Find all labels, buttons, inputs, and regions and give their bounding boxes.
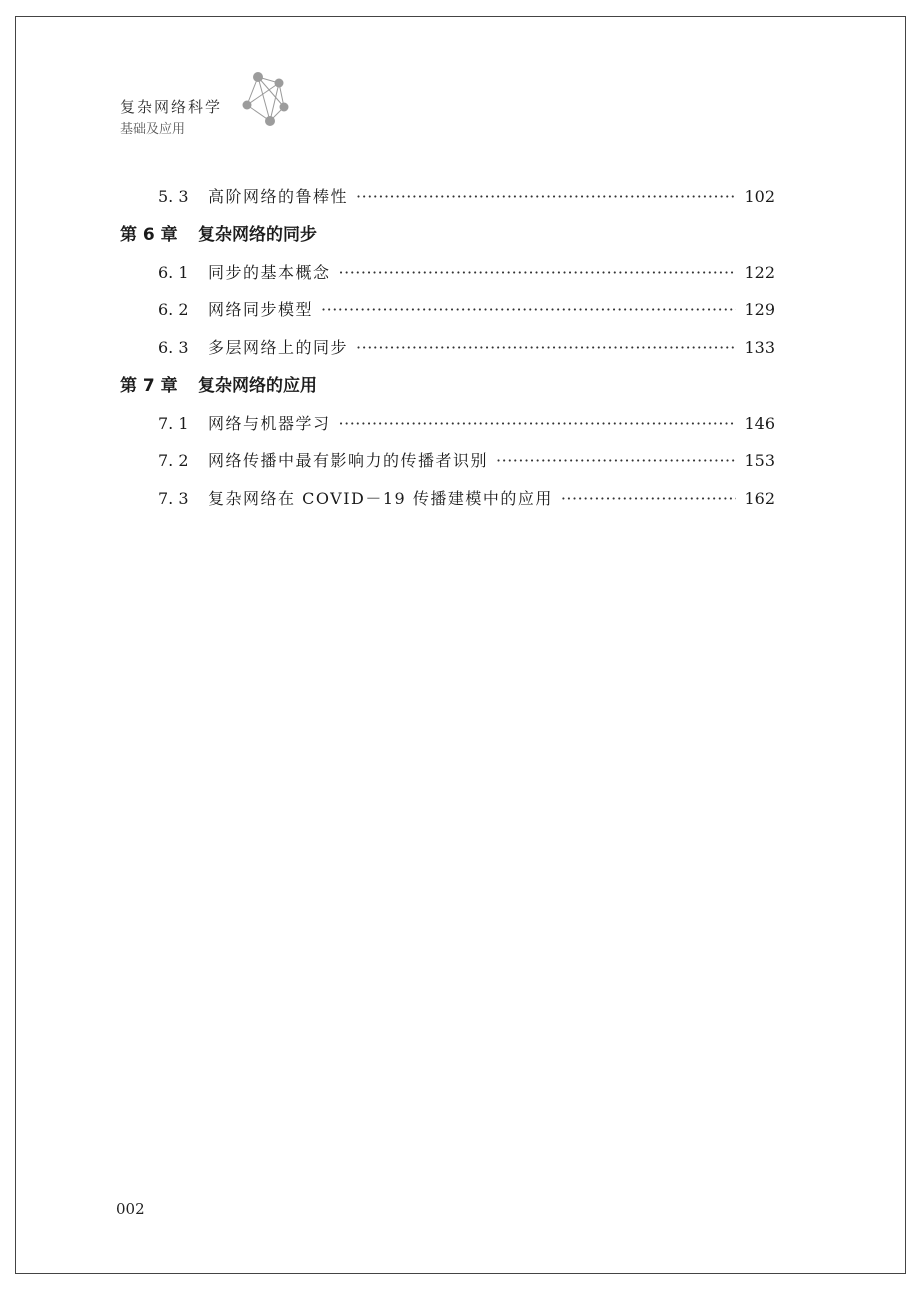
page-number: 162 [744, 489, 775, 509]
dot-leader [339, 405, 737, 443]
dot-leader [339, 254, 737, 292]
toc-chapter-7[interactable] [120, 367, 775, 405]
dot-leader [321, 291, 736, 329]
dot-leader [496, 442, 736, 480]
page-folio: 002 [116, 1200, 145, 1218]
chapter-title: 复杂网络的应用 [198, 375, 317, 396]
section-number: 7. 3 [158, 489, 189, 509]
section-number: 6. 3 [158, 338, 189, 358]
chapter-number: 第 6 章 [120, 224, 178, 245]
section-title: 复杂网络在 COVID－19 传播建模中的应用 [208, 489, 553, 509]
section-number: 5. 3 [158, 187, 189, 206]
network-graph-icon [242, 70, 294, 128]
section-title: 高阶网络的鲁棒性 [208, 187, 349, 206]
section-title: 多层网络上的同步 [208, 338, 349, 358]
dot-leader [356, 178, 736, 216]
book-title: 复杂网络科学 [120, 98, 223, 116]
page-number: 122 [744, 262, 775, 282]
table-of-contents [120, 178, 775, 518]
toc-chapter-6[interactable] [120, 216, 775, 254]
section-title: 网络传播中最有影响力的传播者识别 [208, 451, 489, 471]
page-number: 133 [744, 338, 775, 358]
section-number: 7. 2 [158, 451, 189, 471]
chapter-title: 复杂网络的同步 [198, 224, 317, 245]
toc-entry-6-2[interactable] [120, 291, 775, 329]
section-number: 6. 1 [158, 262, 189, 282]
running-header [120, 70, 320, 140]
dot-leader [356, 329, 736, 367]
toc-entry-5-3[interactable] [120, 178, 775, 216]
toc-entry-6-1[interactable] [120, 254, 775, 292]
dot-leader [561, 480, 737, 518]
chapter-number: 第 7 章 [120, 375, 178, 396]
section-number: 7. 1 [158, 413, 189, 433]
page-number: 129 [744, 300, 775, 320]
section-number: 6. 2 [158, 300, 189, 320]
section-title: 网络与机器学习 [208, 413, 331, 433]
page-number: 153 [744, 451, 775, 471]
book-subtitle: 基础及应用 [120, 122, 186, 137]
toc-entry-7-2[interactable] [120, 442, 775, 480]
section-title: 网络同步模型 [208, 300, 314, 320]
page-number: 102 [744, 187, 775, 206]
toc-entry-6-3[interactable] [120, 329, 775, 367]
page-number: 146 [744, 413, 775, 433]
toc-entry-7-1[interactable] [120, 405, 775, 443]
toc-entry-7-3[interactable] [120, 480, 775, 518]
section-title: 同步的基本概念 [208, 262, 331, 282]
